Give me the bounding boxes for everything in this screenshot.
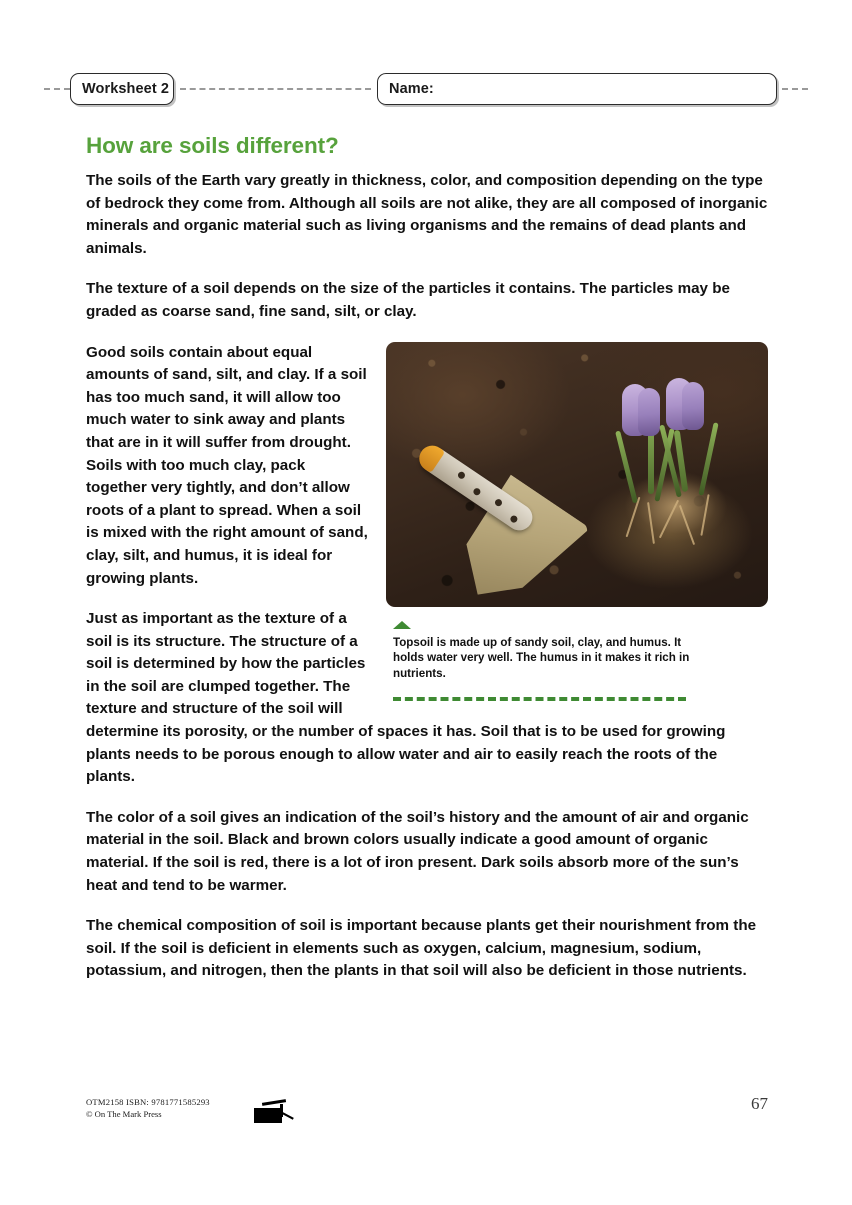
worksheet-number-label: Worksheet 2 (82, 81, 170, 97)
crocus-stem (648, 432, 654, 494)
footer-isbn-line: OTM2158 ISBN: 9781771585293 (86, 1097, 210, 1107)
worksheet-header (44, 72, 808, 106)
figure-caption-block (393, 621, 693, 701)
page-title: How are soils different? (86, 133, 339, 158)
figure-caption-text: Topsoil is made up of sandy soil, clay, and humus. It holds water very well. The humus in it makes it rich in nutrients. (393, 635, 690, 681)
worksheet-number-box (70, 73, 174, 105)
soil-photograph (386, 342, 768, 607)
page-number: 67 (751, 1094, 768, 1113)
paragraph-structure: Just as important as the texture of a soil is its structure. The structure of a soil is determined by how the particles in the soil are clumped together. The texture and structure of the soil will determine its porosity, or the number of spaces it has. Soil that is to be used for growing plants needs to be porous enough to allow water and air to easily reach the roots of the plants. (86, 610, 726, 786)
header-dash-left (44, 88, 70, 90)
name-field-box[interactable] (377, 73, 777, 105)
figure-divider-rule (393, 697, 686, 701)
paragraph-texture: The texture of a soil depends on the size of the particles it contains. The particles may be graded as coarse sand, fine sand, silt, or clay. (86, 280, 730, 320)
crocus-petal (682, 382, 704, 430)
header-dash-right (782, 88, 808, 90)
paragraph-color: The color of a soil gives an indication of the soil’s history and the amount of air and organic material in the soil. Black and brown colors usually indicate a good amount of organic material. If the soil is red, there is a lot of iron present. Dark soils absorb more of the sun’s heat and tend to be warmer. (86, 808, 749, 894)
worksheet-body (86, 170, 768, 1001)
figure-block (386, 342, 768, 701)
paragraph-intro: The soils of the Earth vary greatly in thickness, color, and composition depending on the type of bedrock they come from. Although all soils are not alike, they are all composed of inorganic minerals and organic material such as living organisms and the remains of dead plants and animals. (86, 172, 768, 257)
crocus-petal (638, 388, 660, 436)
on-the-mark-press-logo-icon (252, 1098, 294, 1124)
triangle-up-icon (393, 621, 411, 629)
footer-publisher-line: © On The Mark Press (86, 1109, 162, 1120)
paragraph-chemical: The chemical composition of soil is important because plants get their nourishment from the soil. If the soil is deficient in elements such as oxygen, calcium, magnesium, sodium, potassium, and nitrogen, then the plants in that soil will also be deficient in those nutrients. (86, 917, 757, 980)
name-field-label: Name: (389, 81, 434, 97)
footer-imprint (86, 1096, 210, 1121)
header-dash-middle (180, 88, 371, 90)
paragraph-good-soils: Good soils contain about equal amounts of sand, silt, and clay. If a soil has too much sand, it will allow too much water to sink away and plants that are in it will suffer from drought. Soils with too much clay, pack together very tightly, and don’t allow roots of a plant to spread. When a soil is mixed with the right amount of sand, clay, silt, and humus, it is ideal for growing plants. (86, 343, 368, 587)
page-footer (86, 1096, 768, 1136)
